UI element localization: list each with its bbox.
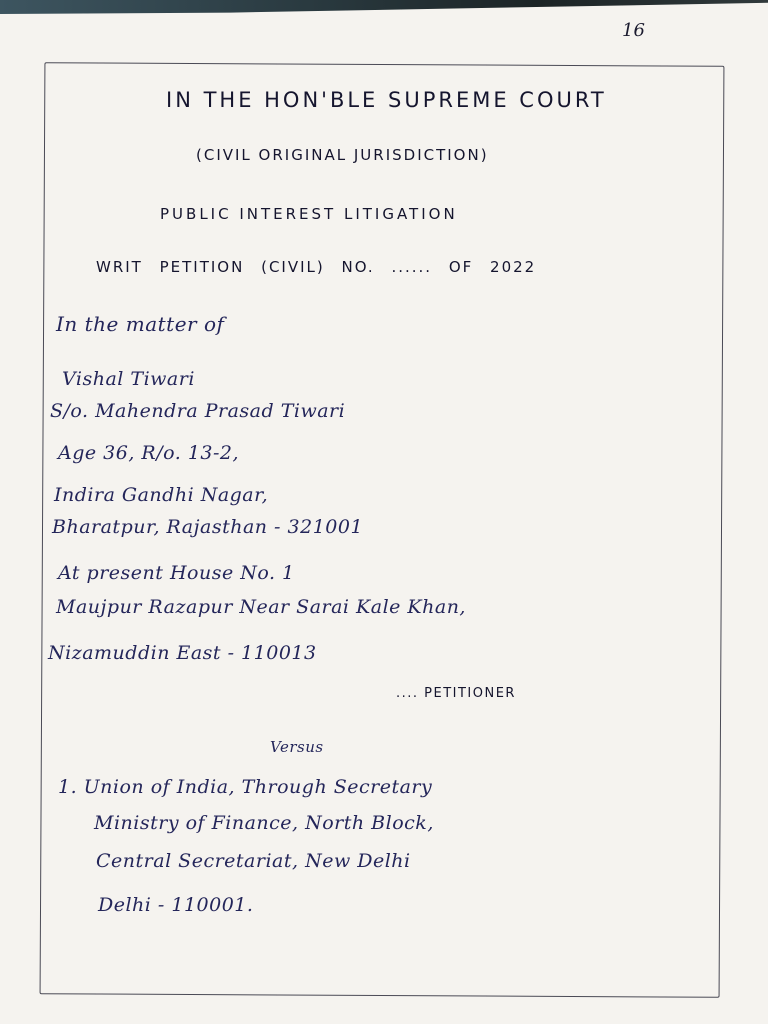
court-title: IN THE HON'BLE SUPREME COURT [166,88,607,112]
versus-label: Versus [270,738,324,756]
respondent-line-3: Central Secretariat, New Delhi [96,850,411,872]
petitioner-line-4: Indira Gandhi Nagar, [54,484,269,506]
petitioner-line-7: Maujpur Razapur Near Sarai Kale Khan, [56,596,466,618]
respondent-line-4: Delhi - 110001. [98,894,254,916]
petitioner-line-1: Vishal Tiwari [62,368,195,390]
matter-intro: In the matter of [56,312,225,336]
petitioner-line-6: At present House No. 1 [58,562,295,584]
petition-number: WRIT PETITION (CIVIL) NO. ...... OF 2022 [96,258,537,276]
petitioner-line-3: Age 36, R/o. 13-2, [58,442,240,464]
respondent-line-2: Ministry of Finance, North Block, [94,812,434,834]
petitioner-line-8: Nizamuddin East - 110013 [48,642,317,664]
petitioner-line-5: Bharatpur, Rajasthan - 321001 [52,516,364,538]
respondent-line-1: 1. Union of India, Through Secretary [58,776,433,798]
page-number: 16 [622,20,645,41]
jurisdiction-title: (CIVIL ORIGINAL JURISDICTION) [196,146,489,164]
petition-type: PUBLIC INTEREST LITIGATION [160,205,458,223]
scan-edge-shadow [0,0,768,14]
petitioner-role: .... PETITIONER [396,686,516,701]
petitioner-line-2: S/o. Mahendra Prasad Tiwari [50,400,346,422]
